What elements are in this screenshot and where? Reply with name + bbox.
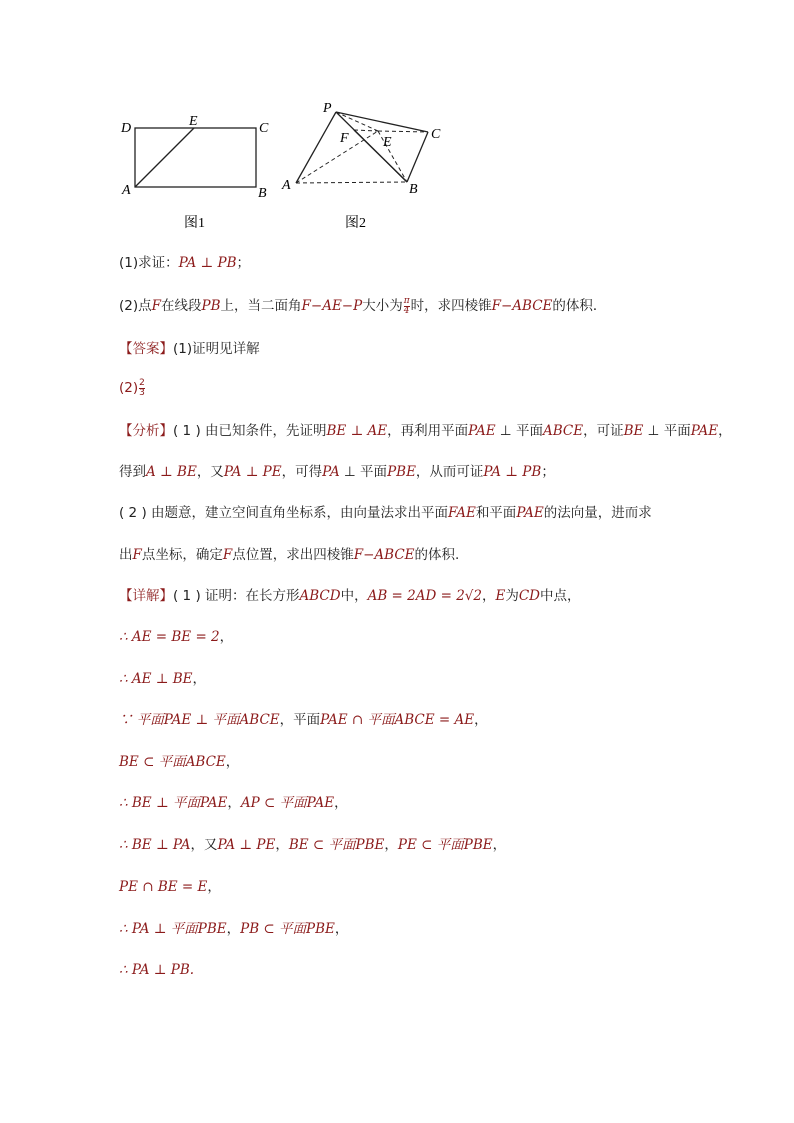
detail-math: PAE xyxy=(320,712,348,728)
detail-math: ∩ 平面 xyxy=(347,712,395,728)
q2-math-pyramid: F−ABCE xyxy=(491,298,553,314)
analysis-text: 得到 xyxy=(119,464,146,480)
analysis-math: F−ABCE xyxy=(353,547,415,563)
q2-text-j: 的体积． xyxy=(552,298,607,314)
fig2-label-b: B xyxy=(409,182,418,197)
q1-end: ； xyxy=(236,255,251,271)
analysis-text: ， xyxy=(718,423,732,439)
detail-math: 平面 xyxy=(324,837,356,853)
fig1-label-d: D xyxy=(121,121,132,136)
detail-math: E xyxy=(495,588,506,604)
detail-math: 平面 xyxy=(168,795,200,811)
answer-frac-num: 2 xyxy=(139,377,145,388)
fig2-edge-pa xyxy=(296,112,336,183)
detail-text: ， xyxy=(384,837,398,853)
fig1-label-c: C xyxy=(259,121,269,136)
fig1-label-a: A xyxy=(122,183,131,198)
analysis-math: ABCE xyxy=(542,423,584,439)
q2-text-a: (2)点 xyxy=(119,298,152,314)
detail-math: CD xyxy=(518,588,540,604)
fig2-edge-cb xyxy=(407,132,428,182)
fig2-edge-fb xyxy=(354,130,407,182)
fig2-edge-fe xyxy=(354,130,378,131)
detail-line-9 xyxy=(119,919,348,939)
analysis-line-3 xyxy=(119,503,652,523)
q2-text-g: 大小为 xyxy=(362,298,403,314)
fig2-caption: 图2 xyxy=(345,216,366,231)
detail-math: ABCE xyxy=(185,754,226,770)
detail-line-5 xyxy=(119,752,239,772)
analysis-line-1 xyxy=(119,421,732,441)
analysis-text: ⊥ 平面 xyxy=(643,423,691,439)
detail-text: ， xyxy=(474,712,488,728)
q2-frac-num: π xyxy=(403,295,410,306)
q2-text-e: 上，当二面角 xyxy=(220,298,302,314)
detail-text: ， xyxy=(207,879,221,895)
detail-text: ， xyxy=(192,671,207,687)
analysis-text: ( 2 ) 由题意，建立空间直角坐标系，由向量法求出平面 xyxy=(119,505,448,521)
fig2-edge-pe xyxy=(336,112,378,131)
detail-text: 为 xyxy=(505,588,519,604)
detail-math: PBE xyxy=(355,837,385,853)
detail-math: PBE xyxy=(306,921,335,937)
detail-math: ⊥ 平面 xyxy=(191,712,240,728)
fig1-label-b: B xyxy=(258,186,267,201)
analysis-math: PA ⊥ PB xyxy=(483,464,542,480)
q2-text-c: 在线段 xyxy=(161,298,202,314)
fig2-edge-pc xyxy=(336,112,428,132)
fig1-segment-ae xyxy=(135,128,194,187)
analysis-math: BE xyxy=(623,423,644,439)
detail-math: ABCE xyxy=(239,712,280,728)
analysis-text: ，可得 xyxy=(281,464,323,480)
fig1-label-e: E xyxy=(189,114,198,129)
fig2-edge-ab xyxy=(296,182,407,183)
answer-line-1 xyxy=(119,339,260,359)
question-part-1 xyxy=(119,253,250,273)
detail-text: ， xyxy=(227,795,241,811)
analysis-text: 点坐标，确定 xyxy=(141,547,223,563)
detail-text: ，又 xyxy=(190,837,218,853)
detail-math: AP ⊂ xyxy=(240,795,276,811)
detail-math: PE ⊂ xyxy=(397,837,433,853)
fig1-rectangle-abcd xyxy=(135,128,256,187)
detail-math: ∴ BE ⊥ PA xyxy=(119,837,191,853)
geometry-figures xyxy=(110,95,470,235)
detail-text: ， xyxy=(334,795,348,811)
detail-math: PBE xyxy=(197,921,227,937)
analysis-math: PAE xyxy=(468,423,496,439)
figure-2 xyxy=(281,101,441,231)
analysis-text: ，从而可证 xyxy=(415,464,484,480)
analysis-text: 和平面 xyxy=(475,505,517,521)
figure-1 xyxy=(120,114,269,231)
analysis-text: 出 xyxy=(119,547,133,563)
analysis-text: 点位置，求出四棱锥 xyxy=(232,547,354,563)
detail-math: 平面 xyxy=(432,837,464,853)
analysis-math: BE ⊥ AE xyxy=(326,423,388,439)
analysis-text: ，再利用平面 xyxy=(387,423,469,439)
q2-math-pb: PB xyxy=(201,298,221,314)
detail-text: ，平面 xyxy=(279,712,321,728)
detail-text: ， xyxy=(226,921,241,937)
detail-text: ( 1 ) 证明：在长方形 xyxy=(173,588,300,604)
analysis-math: PAE xyxy=(516,505,544,521)
detail-math: 平面 xyxy=(166,921,198,937)
analysis-math: F xyxy=(132,547,142,563)
analysis-math: A ⊥ BE xyxy=(146,464,197,480)
q2-fraction-pi-over-4 xyxy=(404,297,410,316)
analysis-text: ( 1 ) 由已知条件，先证明 xyxy=(173,423,327,439)
detail-line-3 xyxy=(119,669,206,689)
detail-line-4 xyxy=(119,710,488,730)
detail-text: 中点， xyxy=(540,588,581,604)
detail-math: BE ⊂ xyxy=(288,837,325,853)
fig2-label-f: F xyxy=(340,131,349,146)
detail-math: PBE xyxy=(463,837,493,853)
detail-line-2 xyxy=(119,627,233,647)
detail-text: ， xyxy=(275,837,289,853)
detail-line-6 xyxy=(119,793,348,813)
analysis-text: ，又 xyxy=(196,464,224,480)
detail-line-8 xyxy=(119,877,221,897)
q2-math-f: F xyxy=(151,298,161,314)
detail-math: 平面 xyxy=(274,921,307,937)
detail-math: PAE xyxy=(306,795,335,811)
answer-fraction xyxy=(139,379,145,398)
detail-math: BE ⊂ xyxy=(119,754,155,770)
q2-frac-den: 4 xyxy=(403,305,410,316)
detail-math: PAE xyxy=(199,795,228,811)
fig2-label-p: P xyxy=(323,101,332,116)
answer-line-2 xyxy=(119,378,146,398)
analysis-math: PA ⊥ PE xyxy=(223,464,282,480)
detail-math: ∴ AE = BE = 2 xyxy=(119,629,220,645)
detail-math: PA ⊥ PE xyxy=(217,837,276,853)
detail-text: ， xyxy=(481,588,496,604)
detail-line-10 xyxy=(119,960,194,980)
detail-text: 中， xyxy=(340,588,368,604)
detail-tag: 【详解】 xyxy=(119,588,173,604)
analysis-text: 的体积. xyxy=(414,547,460,563)
detail-math: AB = 2AD = 2√2 xyxy=(367,588,482,604)
detail-math: PB ⊂ xyxy=(240,921,275,937)
detail-math: ABCD xyxy=(299,588,341,604)
detail-math: ∵ 平面 xyxy=(119,712,164,728)
detail-text: ， xyxy=(225,754,240,770)
analysis-text: ； xyxy=(541,464,555,480)
detail-math: PAE xyxy=(163,712,192,728)
fig2-edge-ae xyxy=(296,131,378,183)
q1-math: PA ⊥ PB xyxy=(178,255,237,271)
analysis-text: 的法向量，进而求 xyxy=(543,505,652,521)
analysis-math: PAE xyxy=(690,423,719,439)
answer-tag: 【答案】 xyxy=(119,341,173,357)
detail-text: ， xyxy=(492,837,507,853)
analysis-math: PBE xyxy=(387,464,416,480)
analysis-line-2 xyxy=(119,462,555,482)
analysis-text: ⊥ 平面 xyxy=(339,464,388,480)
detail-line-1 xyxy=(119,586,581,606)
q2-math-angle: F−AE−P xyxy=(301,298,363,314)
question-part-2 xyxy=(119,296,606,316)
analysis-math: PA xyxy=(322,464,340,480)
detail-math: ∴ PA ⊥ xyxy=(119,921,167,937)
detail-math: ∴ BE ⊥ xyxy=(119,795,169,811)
detail-text: ， xyxy=(334,921,349,937)
detail-math: 平面 xyxy=(154,754,186,770)
detail-line-7 xyxy=(119,835,506,855)
analysis-tag: 【分析】 xyxy=(119,423,173,439)
q1-label: (1)求证： xyxy=(119,255,179,271)
detail-text: ， xyxy=(219,629,234,645)
detail-math: 平面 xyxy=(275,795,307,811)
answer-frac-den: 3 xyxy=(139,387,145,398)
analysis-text: ，可证 xyxy=(583,423,624,439)
detail-math: ∴ AE ⊥ BE xyxy=(119,671,193,687)
fig2-label-a: A xyxy=(282,178,291,193)
detail-math: ∴ PA ⊥ PB. xyxy=(119,962,195,978)
analysis-text: ⊥ 平面 xyxy=(495,423,543,439)
q2-text-h: 时，求四棱锥 xyxy=(410,298,492,314)
analysis-math: F xyxy=(222,547,233,563)
fig2-label-e: E xyxy=(383,135,392,150)
analysis-line-4 xyxy=(119,545,459,565)
answer-part-1: (1)证明见详解 xyxy=(173,341,260,357)
detail-math: ABCE = AE xyxy=(394,712,475,728)
fig2-edge-ec xyxy=(378,131,428,132)
answer-part-2-label: (2) xyxy=(119,380,139,396)
fig1-caption: 图1 xyxy=(184,216,205,231)
fig2-label-c: C xyxy=(431,127,441,142)
detail-math: PE ∩ BE = E xyxy=(119,879,208,895)
analysis-math: FAE xyxy=(448,505,476,521)
